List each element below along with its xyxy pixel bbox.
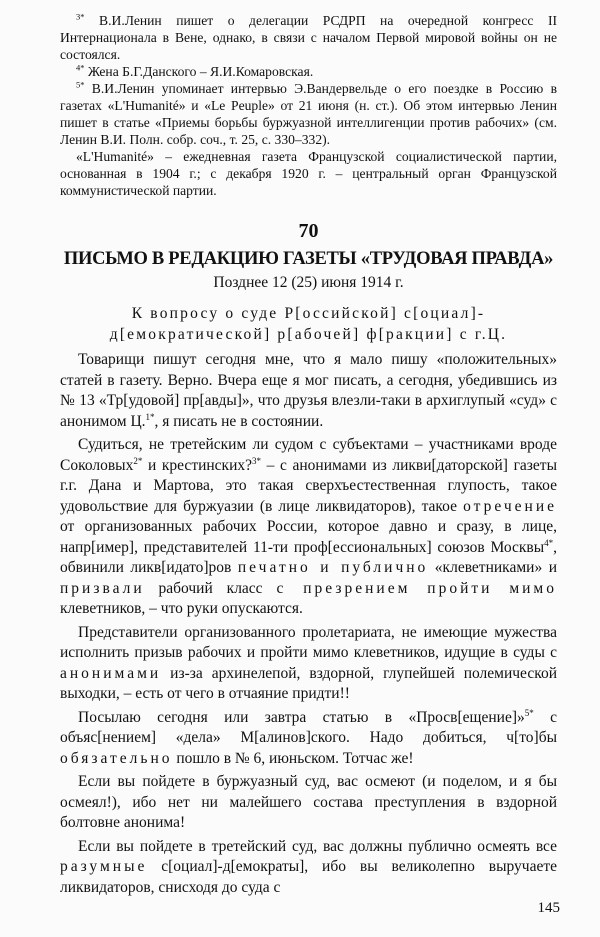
footnotes — [60, 12, 557, 199]
paragraph-3: Представители организованного пролетариата, не имеющие мужества исполнить призыв рабочих и пройти мимо клеветников, идущие в суды с анонимами из-за архинелепой, вздорной, глупейшей полемической выходки, – есть от чего в отчаяние придти!! — [60, 623, 557, 702]
footnote-ref: 1* — [145, 411, 155, 422]
emphasis: печатно и публично — [237, 559, 429, 576]
emphasis: призвали — [60, 579, 145, 597]
footnote-3 — [60, 12, 557, 63]
footnote-text: В.И.Ленин упоминает интервью Э.Вандервельде о его поездке в Россию в газетах «L'Humanité» и «Le Peuple» от 21 июня (н. ст.). Об этом интервью Ленин пишет в статье «Приемы борьбы буржуазной интеллигенции против рабочих» (см. Ленин В.И. Полн. собр. соч., т. 25, с. 330–332). — [60, 81, 558, 147]
footnote-ref: 4* — [544, 537, 554, 548]
footnote-ref: 2* — [133, 455, 143, 466]
footnote-humanite — [60, 148, 557, 199]
document-number: 70 — [298, 220, 319, 242]
paragraph-4: Посылаю сегодня или завтра статью в «Просв[ещение]»$^{5*}$ с объяс[нением] «дела» М[алинов]ского. Надо добиться, ч[то]бы обязательно пошло в № 6, июньском. Тотчас же! — [60, 707, 557, 767]
subheading: К вопросу о суде Р[оссийской] с[оциал]-д[емократической] р[абочей] ф[ракции] с г.Ц. — [109, 305, 508, 343]
footnote-text: «L'Humanité» – ежедневная газета Французской социалистической партии, основанная в 1904 г.; с декабря 1920 г. – центральный орган Французской коммунистической партии. — [60, 149, 557, 198]
footnote-ref: 5* — [524, 707, 534, 718]
letter-body — [60, 350, 557, 898]
emphasis: анонимами — [60, 664, 162, 682]
footnote-ref: 3* — [252, 455, 262, 466]
footnote-4 — [60, 63, 557, 80]
paragraph-6: Если вы пойдете в третейский суд, вас должны публично осмеять все разумные с[оциал]-д[емократы], ибо вы великолепно выручаете ликвидаторов, снисходя до суда с — [60, 837, 557, 896]
footnote-mark: 3* — [76, 11, 85, 22]
document-date: Позднее 12 (25) июня 1914 г. — [213, 274, 404, 291]
emphasis: разумные — [60, 858, 148, 875]
footnote-mark: 4* — [76, 62, 85, 73]
document-title: ПИСЬМО В РЕДАКЦИЮ ГАЗЕТЫ «ТРУДОВАЯ ПРАВДА» — [63, 249, 554, 269]
paragraph-1: Товарищи пишут сегодня мне, что я мало пишу «положительных» статей в газету. Верно. Вчера еще я мог писать, а сегодня, убедившись из № 13 «Тр[удовой] пр[авды]», что друзья влезли-таки в архиглупый «суд» с анонимом Ц.$^{1*}$, я писать не в состоянии. — [60, 351, 557, 430]
emphasis: обязательно — [60, 749, 173, 767]
page-number: 145 — [537, 900, 560, 916]
emphasis: отречение — [463, 497, 557, 515]
paragraph-2: Судиться, не третейским ли судом с субъектами – участниками вроде Соколовых$^{2*}$ и крестинских?$^{3*}$ – с анонимами из ликви[даторской] газеты г.г. Дана и Мартова, это такая сверхъестественная глупость, такое удовольствие для буржуазии (в лице ликвидаторов), такое отречение от организованных рабочих России, которое давно и сразу, в лице, напр[имер], представителей 11-ти проф[ессиональных] союзов Москвы$^{4*}$, обвинили ликв[идато]ров печатно и публично «клеветниками» и призвали рабочий класс с презрением пройти мимо клеветников, – что руки опускаются. — [60, 436, 557, 617]
emphasis: с презрением пройти мимо — [276, 579, 557, 597]
footnote-text: Жена Б.Г.Данского – Я.И.Комаровская. — [87, 64, 314, 79]
footnote-text: В.И.Ленин пишет о делегации РСДРП на очередной конгресс II Интернационала в Вене, однако, в связи с началом Первой мировой войны он не состоялся. — [60, 13, 557, 62]
paragraph-5: Если вы пойдете в буржуазный суд, вас осмеют (и поделом, и я бы осмеял!), ибо нет ни малейшего состава преступления в вздорной болтовне анонима! — [60, 773, 557, 831]
document-page — [60, 12, 557, 901]
footnote-mark: 5* — [76, 79, 85, 90]
footnote-5 — [60, 80, 557, 148]
